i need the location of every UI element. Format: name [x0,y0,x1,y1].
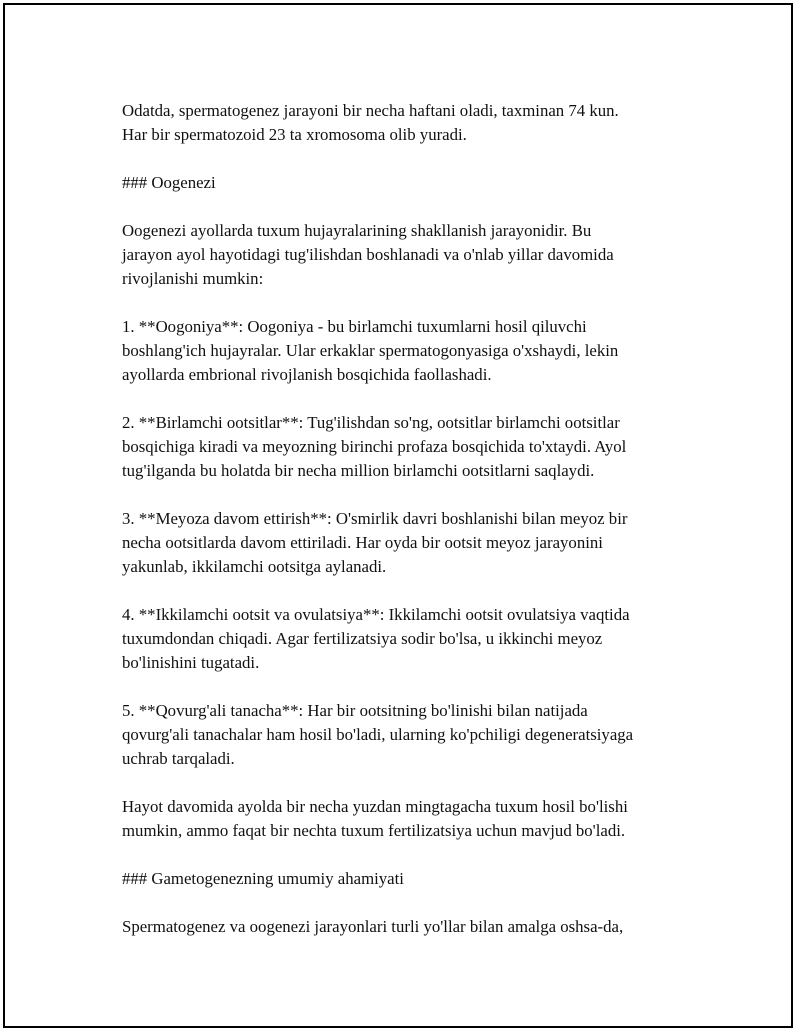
paragraph-gametogenez-summary [122,915,722,939]
paragraph-oogenezi-intro [122,219,722,291]
text-line: necha ootsitlarda davom ettiriladi. Har oyda bir ootsit meyoz jarayonini [122,533,603,552]
text-line: 2. **Birlamchi ootsitlar**: Tug'ilishdan so'ng, ootsitlar birlamchi ootsitlar [122,413,620,432]
text-line: jarayon ayol hayotidagi tug'ilishdan boshlanadi va o'nlab yillar davomida [122,245,614,264]
text-line: 4. **Ikkilamchi ootsit va ovulatsiya**: Ikkilamchi ootsit ovulatsiya vaqtida [122,605,630,624]
text-line: 1. **Oogoniya**: Oogoniya - bu birlamchi tuxumlarni hosil qiluvchi [122,317,587,336]
text-line: 3. **Meyoza davom ettirish**: O'smirlik davri boshlanishi bilan meyoz bir [122,509,628,528]
text-line: Spermatogenez va oogenezi jarayonlari turli yo'llar bilan amalga oshsa-da, [122,917,624,936]
text-line: Har bir spermatozoid 23 ta xromosoma olib yuradi. [122,125,467,144]
list-item-meyoza-davom [122,507,722,579]
text-line: rivojlanishi mumkin: [122,269,264,288]
text-line: uchrab tarqaladi. [122,749,235,768]
text-line: Oogenezi ayollarda tuxum hujayralarining shakllanish jarayonidir. Bu [122,221,592,240]
list-item-birlamchi-ootsitlar [122,411,722,483]
text-line: tuxumdondan chiqadi. Agar fertilizatsiya sodir bo'lsa, u ikkinchi meyoz [122,629,603,648]
text-line: 5. **Qovurg'ali tanacha**: Har bir ootsitning bo'linishi bilan natijada [122,701,588,720]
paragraph-spermatogenez-duration [122,99,722,147]
list-item-oogoniya [122,315,722,387]
text-line: bo'linishini tugatadi. [122,653,260,672]
text-line: ayollarda embrional rivojlanish bosqichida faollashadi. [122,365,492,384]
text-line: yakunlab, ikkilamchi ootsitga aylanadi. [122,557,387,576]
text-line: Odatda, spermatogenez jarayoni bir necha haftani oladi, taxminan 74 kun. [122,101,619,120]
text-line: qovurg'ali tanachalar ham hosil bo'ladi, ularning ko'pchiligi degeneratsiyaga [122,725,634,744]
document-body [122,99,722,963]
heading-oogenezi [122,171,722,195]
text-line: tug'ilganda bu holatda bir necha million birlamchi ootsitlarni saqlaydi. [122,461,595,480]
heading-gametogenez-ahamiyati [122,867,722,891]
heading-text: ### Gametogenezning umumiy ahamiyati [122,869,404,888]
list-item-ikkilamchi-ootsit [122,603,722,675]
text-line: Hayot davomida ayolda bir necha yuzdan mingtagacha tuxum hosil bo'lishi [122,797,628,816]
paragraph-hayot-davomida [122,795,722,843]
text-line: boshlang'ich hujayralar. Ular erkaklar spermatogonyasiga o'xshaydi, lekin [122,341,619,360]
heading-text: ### Oogenezi [122,173,216,192]
text-line: bosqichiga kiradi va meyozning birinchi profaza bosqichida to'xtaydi. Ayol [122,437,627,456]
list-item-qovurgali-tanacha [122,699,722,771]
document-page [3,3,793,1028]
text-line: mumkin, ammo faqat bir nechta tuxum fertilizatsiya uchun mavjud bo'ladi. [122,821,626,840]
